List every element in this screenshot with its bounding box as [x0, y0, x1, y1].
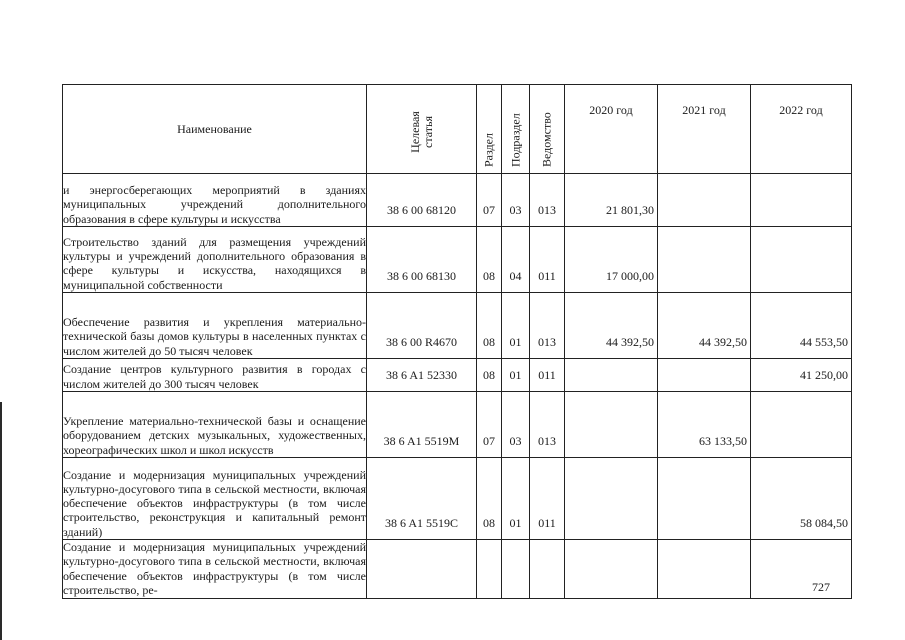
row-2022: 41 250,00: [751, 359, 852, 392]
page-number: 727: [812, 580, 830, 594]
row-code: 38 6 A1 5519C: [367, 458, 477, 540]
row-2021: [658, 174, 751, 227]
header-2022: 2022 год: [751, 85, 852, 174]
table-row: [63, 540, 852, 599]
row-department: 011: [530, 359, 565, 392]
header-target-article: [367, 85, 477, 174]
header-2020: 2020 год: [565, 85, 658, 174]
row-2021: [658, 227, 751, 293]
header-section-label: Раздел: [481, 133, 496, 167]
row-2020: [565, 392, 658, 458]
table-row: [63, 174, 852, 227]
row-code: 38 6 A1 52330: [367, 359, 477, 392]
header-subsection: [502, 85, 530, 174]
row-code: [367, 540, 477, 599]
row-code: 38 6 00 R4670: [367, 293, 477, 359]
row-subsection: 01: [502, 359, 530, 392]
row-section: 07: [477, 174, 502, 227]
row-name: Строительство зданий для размещения учреждений культуры и учреждений дополнительного образования в сфере культуры и искусства, находящихся в муниципальной собственности: [63, 227, 367, 293]
row-2022: 44 553,50: [751, 293, 852, 359]
row-department: [530, 540, 565, 599]
row-2021: [658, 359, 751, 392]
row-name: Создание и модернизация муниципальных учреждений культурно-досугового типа в сельской местности, включая обеспечение объектов инфраструктуры (в том числе строительство, реконструкция и капитальный ремонт зданий): [63, 458, 367, 540]
row-subsection: 04: [502, 227, 530, 293]
table-row: [63, 359, 852, 392]
header-department-label: Ведомство: [539, 112, 554, 167]
budget-table: [62, 84, 852, 599]
row-section: 08: [477, 458, 502, 540]
row-code: 38 6 00 68120: [367, 174, 477, 227]
row-department: 013: [530, 293, 565, 359]
row-subsection: 03: [502, 392, 530, 458]
row-2022: [751, 392, 852, 458]
row-section: 07: [477, 392, 502, 458]
row-name: Укрепление материально-технической базы и оснащение оборудованием детских музыкальных, художественных, хореографических школ и школ искусств: [63, 392, 367, 458]
row-name: и энергосберегающих мероприятий в зданиях муниципальных учреждений дополнительного образования в сфере культуры и искусства: [63, 174, 367, 227]
row-section: 08: [477, 359, 502, 392]
table-row: [63, 458, 852, 540]
row-2020: [565, 540, 658, 599]
row-section: 08: [477, 227, 502, 293]
row-department: 013: [530, 174, 565, 227]
header-target-article-label: Целевая статья: [407, 111, 435, 153]
table-row: [63, 392, 852, 458]
row-subsection: 03: [502, 174, 530, 227]
row-2021: [658, 540, 751, 599]
row-2022: [751, 227, 852, 293]
row-department: 011: [530, 458, 565, 540]
header-subsection-label: Подраздел: [508, 113, 522, 167]
row-name: Обеспечение развития и укрепления материально-технической базы домов культуры в населенных пунктах с числом жителей до 50 тысяч человек: [63, 293, 367, 359]
row-department: 011: [530, 227, 565, 293]
row-2022: [751, 540, 852, 599]
row-name: Создание центров культурного развития в городах с числом жителей до 300 тысяч человек: [63, 359, 367, 392]
header-section: [477, 85, 502, 174]
row-code: 38 6 00 68130: [367, 227, 477, 293]
row-subsection: 01: [502, 458, 530, 540]
row-2021: 63 133,50: [658, 392, 751, 458]
row-section: [477, 540, 502, 599]
header-department: [530, 85, 565, 174]
row-subsection: [502, 540, 530, 599]
table-row: [63, 227, 852, 293]
table-row: [63, 293, 852, 359]
row-2020: 44 392,50: [565, 293, 658, 359]
row-2020: [565, 458, 658, 540]
row-2022: [751, 174, 852, 227]
row-section: 08: [477, 293, 502, 359]
header-2021: 2021 год: [658, 85, 751, 174]
row-2021: 44 392,50: [658, 293, 751, 359]
row-2020: [565, 359, 658, 392]
row-department: 013: [530, 392, 565, 458]
row-2021: [658, 458, 751, 540]
row-2022: 58 084,50: [751, 458, 852, 540]
row-2020: 17 000,00: [565, 227, 658, 293]
header-name: Наименование: [63, 85, 367, 174]
row-2020: 21 801,30: [565, 174, 658, 227]
row-subsection: 01: [502, 293, 530, 359]
table-header-row: [63, 85, 852, 174]
row-name: Создание и модернизация муниципальных учреждений культурно-досугового типа в сельской местности, включая обеспечение объектов инфраструктуры (в том числе строительство, ре-: [63, 540, 366, 597]
page-edge-shadow: [0, 402, 2, 640]
row-code: 38 6 A1 5519M: [367, 392, 477, 458]
